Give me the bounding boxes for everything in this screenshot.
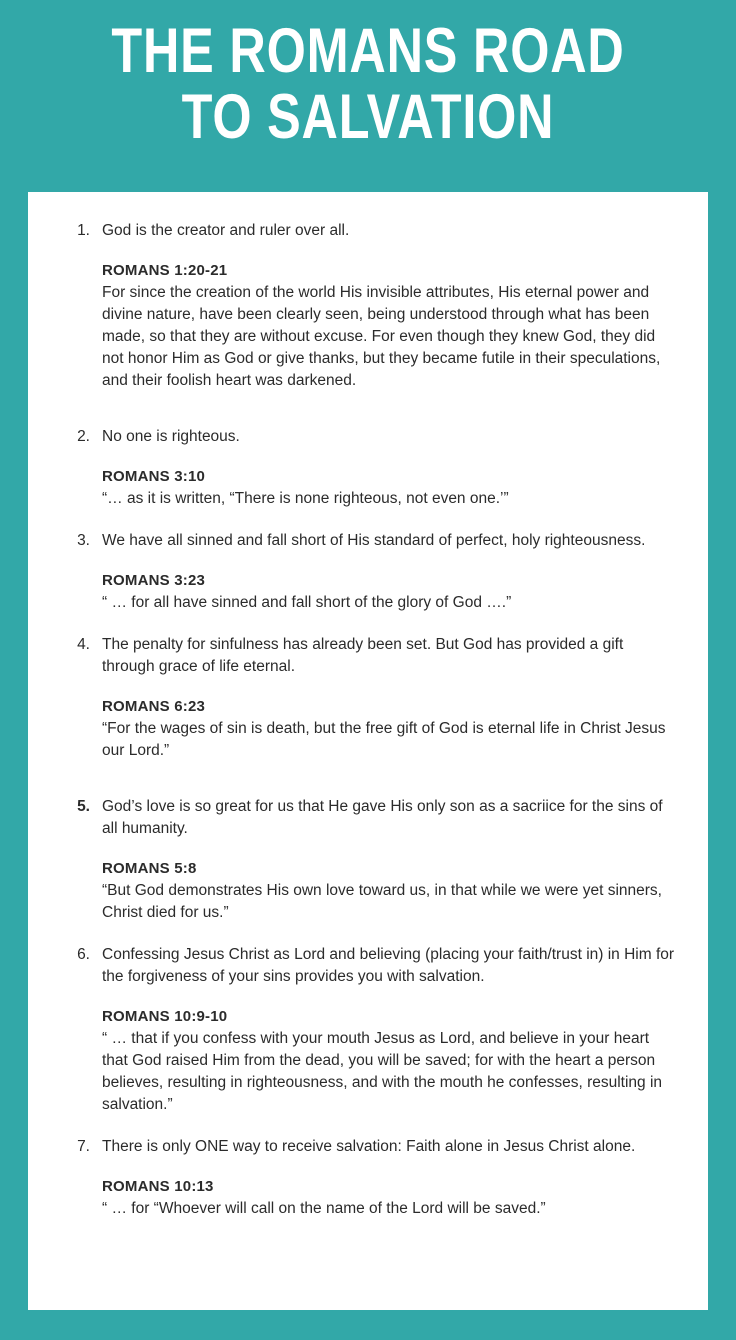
list-item-text: The penalty for sinfulness has already been set. But God has provided a gift through grace of life eternal.: [102, 636, 624, 675]
verse-text: For since the creation of the world His invisible attributes, His eternal power and divine nature, have been clearly seen, being understood through what has been made, so that they are without excuse. For even though they knew God, they did not honor Him as God or give thanks, but they became futile in their speculations, and their foolish heart was darkened.: [102, 284, 661, 389]
verse-block: [66, 696, 678, 762]
verse-text: “ … for “Whoever will call on the name of the Lord will be saved.”: [102, 1200, 546, 1217]
list-item-number: 1.: [77, 222, 90, 239]
verse-text: “But God demonstrates His own love toward us, in that while we were yet sinners, Christ died for us.”: [102, 882, 662, 921]
list-item-text: We have all sinned and fall short of His standard of perfect, holy righteousness.: [102, 532, 646, 549]
list-item: [66, 796, 678, 840]
verse-reference: ROMANS 3:23: [102, 572, 206, 589]
verse-reference: ROMANS 1:20-21: [102, 262, 228, 279]
verse-block: [66, 466, 678, 510]
verse-reference: ROMANS 10:13: [102, 1178, 214, 1195]
verse-block: [66, 260, 678, 392]
list-item-text: There is only ONE way to receive salvation: Faith alone in Jesus Christ alone.: [102, 1138, 636, 1155]
list-item: [66, 426, 678, 448]
verse-block: [66, 858, 678, 924]
list-item: [66, 944, 678, 988]
list-item-number: 5.: [77, 798, 90, 815]
list-item-text: Confessing Jesus Christ as Lord and believing (placing your faith/trust in) in Him for the forgiveness of your sins provides you with salvation.: [102, 946, 675, 985]
page-title-line-2: TO SALVATION: [181, 82, 555, 152]
page-title-line-1: THE ROMANS ROAD: [111, 16, 625, 86]
verse-reference: ROMANS 6:23: [102, 698, 206, 715]
list-item-number: 7.: [77, 1138, 90, 1155]
verse-block: [66, 570, 678, 614]
list-item-number: 2.: [77, 428, 90, 445]
verse-reference: ROMANS 10:9-10: [102, 1008, 228, 1025]
list-item-number: 3.: [77, 532, 90, 549]
list-item-number: 6.: [77, 946, 90, 963]
verse-text: “ … for all have sinned and fall short of the glory of God ….”: [102, 594, 512, 611]
verse-text: “… as it is written, “There is none righteous, not even one.’”: [102, 490, 509, 507]
list-item-text: No one is righteous.: [102, 428, 240, 445]
list-item: [66, 220, 678, 242]
verse-block: [66, 1176, 678, 1220]
verse-reference: ROMANS 5:8: [102, 860, 197, 877]
list-item: [66, 634, 678, 678]
page-header: [0, 0, 736, 150]
list-item-number: 4.: [77, 636, 90, 653]
verse-text: “ … that if you confess with your mouth Jesus as Lord, and believe in your heart that God raised Him from the dead, you will be saved; for with the heart a person believes, resulting in righteousness, and with the mouth he confesses, resulting in salvation.”: [102, 1030, 663, 1113]
list-item: [66, 530, 678, 552]
list-item-text: God is the creator and ruler over all.: [102, 222, 350, 239]
list-item-text: God’s love is so great for us that He gave His only son as a sacriice for the sins of all humanity.: [102, 798, 663, 837]
verse-reference: ROMANS 3:10: [102, 468, 206, 485]
verse-text: “For the wages of sin is death, but the free gift of God is eternal life in Christ Jesus our Lord.”: [102, 720, 666, 759]
list-item: [66, 1136, 678, 1158]
content-card: [28, 192, 708, 1310]
verse-block: [66, 1006, 678, 1116]
